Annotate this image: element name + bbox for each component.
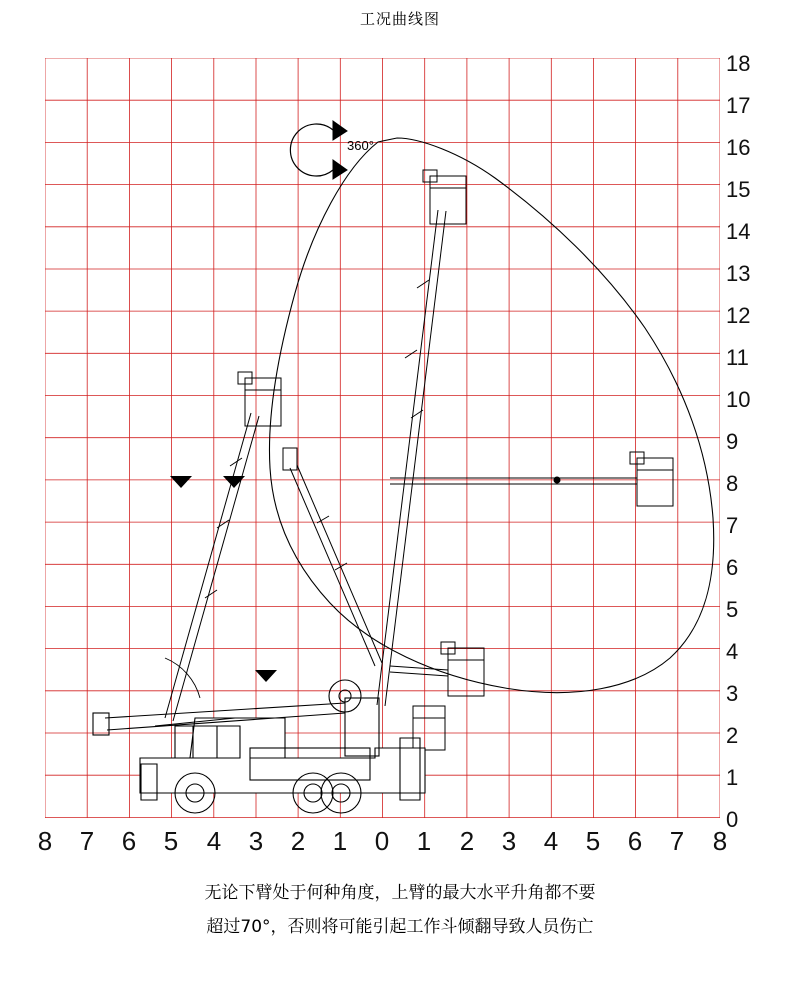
page-title: 工况曲线图 <box>359 10 440 28</box>
x-tick: 2 <box>290 826 306 856</box>
chart-area <box>45 58 720 818</box>
x-tick: 3 <box>248 826 264 856</box>
boom-lift-truck-icon <box>93 680 425 813</box>
caption-line-2: 超过70°，否则将可能引起工作斗倾翻导致人员伤亡 <box>206 917 594 937</box>
work-range-diagram <box>45 58 720 818</box>
x-tick: 7 <box>669 826 685 856</box>
y-tick: 5 <box>726 597 739 622</box>
y-tick: 12 <box>726 303 751 328</box>
y-tick: 7 <box>726 513 739 538</box>
x-axis-labels <box>20 826 760 862</box>
y-tick: 13 <box>726 261 751 286</box>
x-tick: 8 <box>37 826 53 856</box>
rotation-arrow-icon <box>290 121 347 179</box>
y-axis-labels <box>726 51 766 832</box>
y-tick: 16 <box>726 135 751 160</box>
caption <box>0 876 800 944</box>
y-tick: 11 <box>726 345 749 370</box>
y-tick: 0 <box>726 807 739 832</box>
y-tick: 18 <box>726 51 751 76</box>
y-tick: 14 <box>726 219 751 244</box>
y-tick: 6 <box>726 555 739 580</box>
y-tick: 1 <box>726 765 739 790</box>
x-tick: 6 <box>121 826 137 856</box>
y-tick: 10 <box>726 387 751 412</box>
y-tick: 4 <box>726 639 739 664</box>
x-tick: 1 <box>416 826 432 856</box>
y-tick: 9 <box>726 429 739 454</box>
basket-stowed-low <box>413 706 445 750</box>
x-tick: 8 <box>712 826 728 856</box>
y-tick: 17 <box>726 93 751 118</box>
x-tick: 1 <box>332 826 348 856</box>
x-tick: 4 <box>206 826 222 856</box>
x-tick: 6 <box>627 826 643 856</box>
x-tick: 7 <box>79 826 95 856</box>
x-tick: 3 <box>501 826 517 856</box>
x-tick: 5 <box>585 826 601 856</box>
x-tick: 2 <box>459 826 475 856</box>
y-tick: 2 <box>726 723 739 748</box>
angle-arc <box>165 658 200 698</box>
x-tick: 5 <box>163 826 179 856</box>
y-tick: 8 <box>726 471 739 496</box>
rotation-label: 360° <box>347 138 374 153</box>
y-tick: 15 <box>726 177 751 202</box>
ground-markers <box>170 476 277 682</box>
x-tick: 0 <box>374 826 390 856</box>
x-tick: 4 <box>543 826 559 856</box>
work-envelope-curve <box>269 138 713 693</box>
caption-line-1: 无论下臂处于何种角度，上臂的最大水平升角都不要 <box>204 883 596 903</box>
y-tick: 3 <box>726 681 739 706</box>
